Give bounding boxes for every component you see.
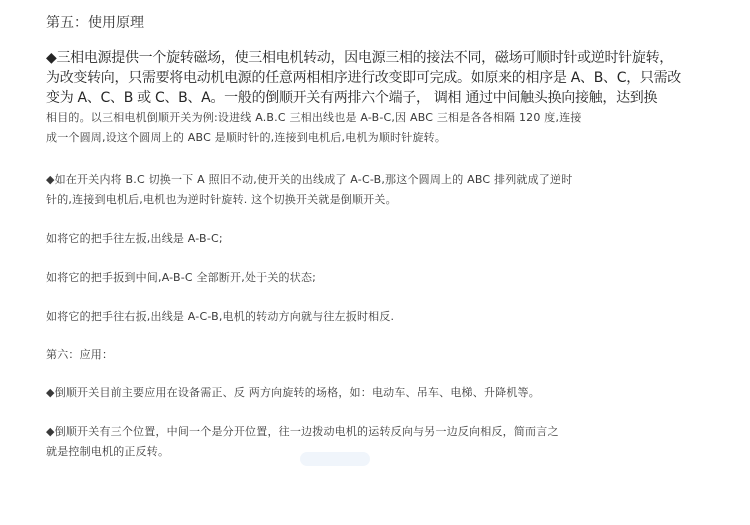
principle-paragraph-1 — [46, 48, 706, 148]
principle-paragraph-2 — [46, 170, 706, 210]
handle-left-line: 如将它的把手往左扳,出线是 A-B-C; — [46, 232, 223, 245]
text-line: ◆倒顺开关有三个位置，中间一个是分开位置，往一边拨动电机的运转反向与另一边反向相反，简而言之 — [46, 425, 559, 438]
text-line: 为改变转向，只需要将电动机电源的任意两相相序进行改变即可完成。如原来的相序是 A、B、C，只需改 — [46, 70, 682, 86]
handle-middle-line: 如将它的把手扳到中间,A-B-C 全部断开,处于关的状态; — [46, 271, 317, 284]
text-line: 相目的。以三相电机倒顺开关为例:设进线 A.B.C 三相出线也是 A-B-C,因 ABC 三相是各各相隔 120 度,连接 — [46, 111, 582, 124]
section6-title: 第六：应用： — [46, 348, 114, 361]
text-line: ◆三相电源提供一个旋转磁场，使三相电机转动，因电源三相的接法不同，磁场可顺时针或逆时针旋转， — [46, 50, 673, 66]
text-line: ◆如在开关内将 B.C 切换一下 A 照旧不动,使开关的出线成了 A-C-B,那这个圆周上的 ABC 排列就成了逆时 — [46, 173, 573, 186]
text-line: 就是控制电机的正反转。 — [46, 445, 170, 458]
section5-title: 第五：使用原理 — [46, 15, 144, 31]
handle-right-line: 如将它的把手往右扳,出线是 A-C-B,电机的转动方向就与往左扳时相反. — [46, 310, 395, 323]
text-line: 变为 A、C、B 或 C、B、A。一般的倒顺开关有两排六个端子， 调相 通过中间触头换向接触，达到换 — [46, 90, 658, 106]
text-line: 针的,连接到电机后,电机也为逆时针旋转. 这个切换开关就是倒顺开关。 — [46, 193, 397, 206]
faint-watermark — [300, 452, 370, 466]
application-paragraph-2 — [46, 422, 706, 462]
application-paragraph-1: ◆倒顺开关目前主要应用在设备需正、反 两方向旋转的场格，如：电动车、吊车、电梯、升降机等。 — [46, 386, 540, 399]
text-line: 成一个圆周,设这个圆周上的 ABC 是顺时针的,连接到电机后,电机为顺时针旋转。 — [46, 131, 447, 144]
